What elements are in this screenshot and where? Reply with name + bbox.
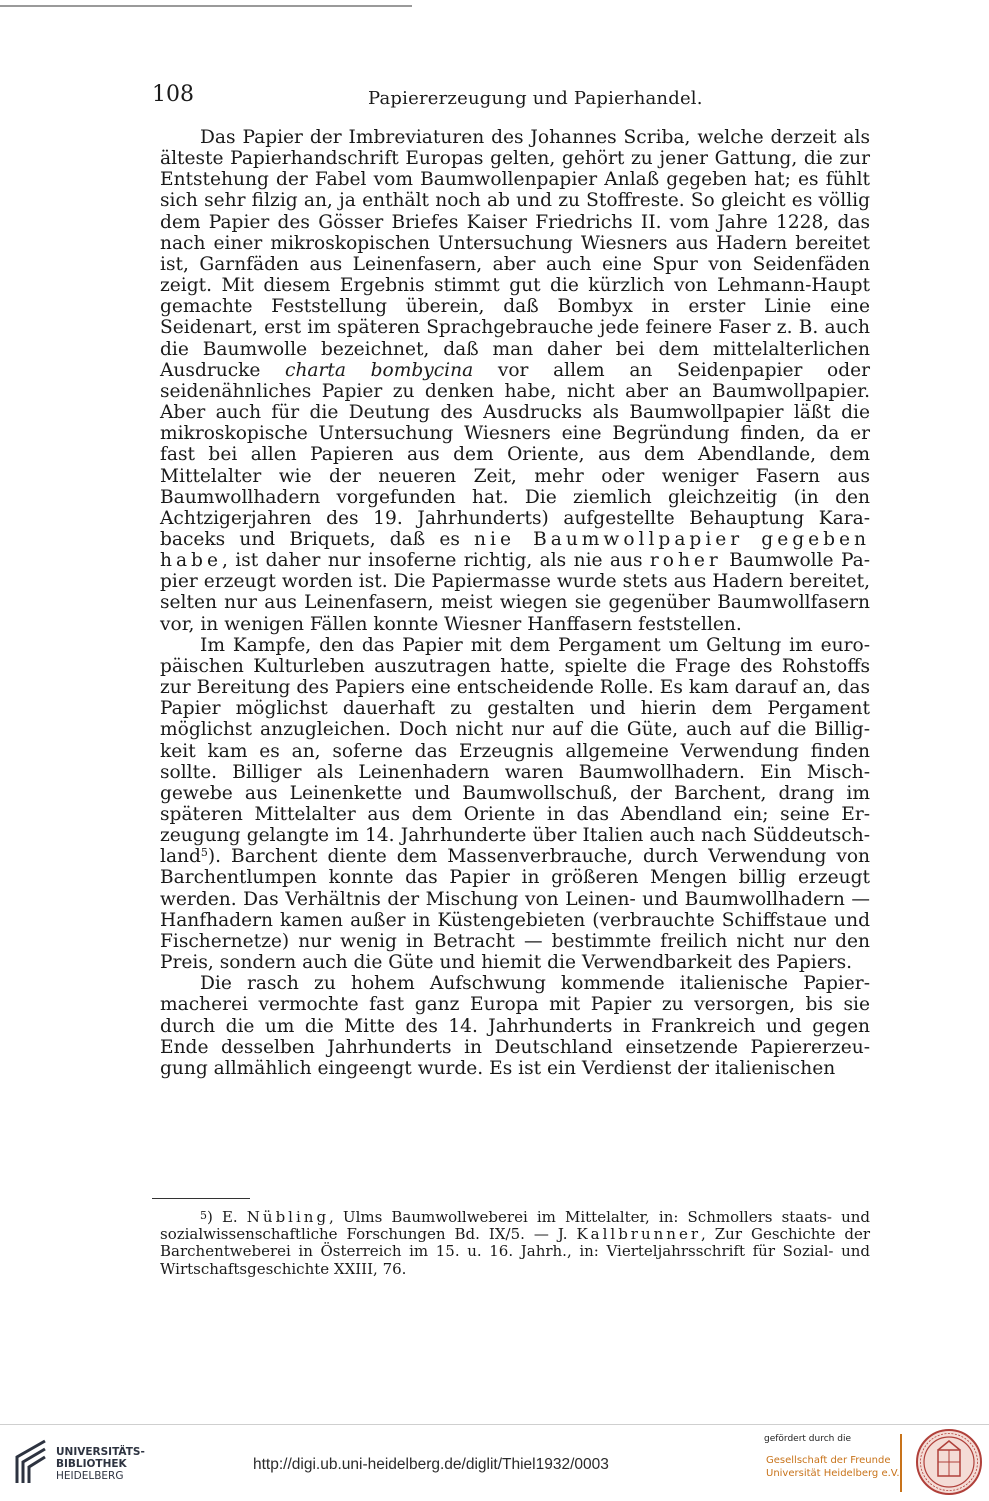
library-name-line-1: UNIVERSITÄTS- bbox=[56, 1446, 145, 1458]
top-scan-edge-line bbox=[0, 5, 412, 7]
spaced-emphasis: nie Baumwollpapier gegeben habe bbox=[160, 528, 870, 572]
library-name-line-3: HEIDELBERG bbox=[56, 1470, 124, 1482]
paragraph-1: Das Papier der Imbreviaturen des Johannes Scriba, welche derzeit als älteste Papierhandschrift Europas gelten, gehört zu jener Gattung, die zur Entstehung der Fabel vom Baumwollenpapier Anlaß gegeben hat; es fühlt sich sehr filzig an, ja enthält noch ab und zu Stoffreste. So gleicht es völlig dem Papier des Gösser Briefes Kaiser Friedrichs II. vom Jahre 1228, das nach einer mikroskopischen Untersuchung Wiesners aus Hadern bereitet ist, Garnfäden aus Leinenfasern, aber auch eine Spur von Seidenfäden zeigt. Mit diesem Ergebnis stimmt gut die kürzlich von Lehmann-Haupt gemachte Feststellung überein, daß Bombyx in erster Linie eine Seidenart, erst im späteren Sprachgebrauche jede feinere Faser z. B. auch die Baumwolle bezeichnet, daß man daher bei dem mittelalterlichen Ausdrucke charta bombycina vor allem an Seidenpapier oder seidenähnliches Papier zu denken habe, nicht aber an Baumwollpapier. Aber auch für die Deutung des Ausdrucks als Baumwollpapier läßt die mikroskopische Untersuchung Wiesners eine Begründung finden, da er fast bei allen Papieren aus dem Oriente, aus dem Abendlande, dem Mittelalter wie der neueren Zeit, mehr oder weniger Fasern aus Baumwollhadern vorgefunden hat. Die ziemlich gleichzeitig (in den Achtzigerjahren des 19. Jahrhunderts) aufgestellte Behauptung Karabaceks und Briquets, daß es nie Baumwollpapier gegeben habe, ist daher nur insoferne richtig, als nie aus roher Baumwolle Papier erzeugt worden ist. Die Papiermasse wurde stets aus Hadern bereitet, selten nur aus Leinenfasern, meist wiegen sie gegenüber Baumwollfasern vor, in wenigen Fällen konnte Wiesner Hanffasern feststellen. bbox=[160, 127, 870, 635]
spaced-emphasis: roher bbox=[649, 550, 722, 572]
author-name: Kallbrunner bbox=[576, 1225, 701, 1244]
society-name-line-2: Universität Heidelberg e.V. bbox=[766, 1468, 900, 1479]
running-title: Papiererzeugung und Papierhandel. bbox=[368, 88, 703, 109]
footnote-reference[interactable]: 5 bbox=[200, 846, 208, 860]
permalink-url[interactable]: http://digi.ub.uni-heidelberg.de/diglit/Thiel1932/0003 bbox=[253, 1456, 609, 1473]
society-accent-bar bbox=[900, 1434, 902, 1492]
society-name-line-1: Gesellschaft der Freunde bbox=[766, 1455, 891, 1466]
funded-by-label: gefördert durch die bbox=[764, 1434, 851, 1444]
author-name: Nübling bbox=[246, 1208, 330, 1226]
footer-divider bbox=[0, 1424, 989, 1425]
university-seal-icon[interactable] bbox=[914, 1428, 984, 1496]
paragraph-2: Im Kampfe, den das Papier mit dem Pergament um Geltung im europäischen Kulturleben auszutragen hatte, spielte die Frage des Rohstoffs zur Bereitung des Papiers eine entscheidende Rolle. Es kam darauf an, das Papier möglichst dauerhaft zu gestalten und hierin dem Pergament möglichst anzugleichen. Doch nicht nur auf die Güte, auch auf die Billigkeit kam es an, soferne das Erzeugnis allgemeine Verwendung finden sollte. Billiger als Leinenhadern waren Baumwollhadern. Ein Mischgewebe aus Leinenkette und Baumwollschuß, der Barchent, drang im späteren Mittelalter aus dem Oriente in das Abendland ein; seine Erzeugung gelangte im 14. Jahrhunderte über Italien auch nach Süddeutschland$^5$). Barchent diente dem Massenverbrauche, durch Verwendung von Barchentlumpen konnte das Papier in größeren Mengen billig erzeugt werden. Das Verhältnis der Mischung von Leinen- und Baumwollhadern — Hanfhadern kamen außer in Küstengebieten (verbrauchte Schiffstaue und Fischernetze) nur wenig in Betracht — bestimmte freilich nicht nur den Preis, sondern auch die Güte und hiemit die Verwendbarkeit des Papiers. bbox=[160, 634, 870, 974]
library-logo-icon[interactable] bbox=[9, 1437, 51, 1487]
page-number: 108 bbox=[152, 82, 194, 107]
library-name-line-2: BIBLIOTHEK bbox=[56, 1458, 127, 1470]
body-text bbox=[160, 127, 870, 1079]
footnote-separator bbox=[152, 1198, 250, 1199]
paragraph-3: Die rasch zu hohem Aufschwung kommende italienische Papiermacherei vermochte fast ganz Europa mit Papier zu versorgen, bis sie durch die um die Mitte des 14. Jahrhunderts in Frankreich und gegen Ende desselben Jahrhunderts in Deutschland einsetzende Papiererzeugung allmählich eingeengt wurde. Es ist ein Verdienst der italienischen bbox=[160, 973, 870, 1079]
footnote: $^5$) E. Nübling, Ulms Baumwollweberei im Mittelalter, in: Schmollers staats- und sozialwissenschaftliche Forschungen Bd. IX/5. — J. Kallbrunner, Zur Geschichte der Barchentweberei in Österreich im 15. u. 16. Jahrh., in: Vierteljahrsschrift für Sozial- und Wirtschaftsgeschichte XXIII, 76. bbox=[160, 1208, 871, 1278]
italic-term: charta bombycina bbox=[285, 359, 474, 381]
